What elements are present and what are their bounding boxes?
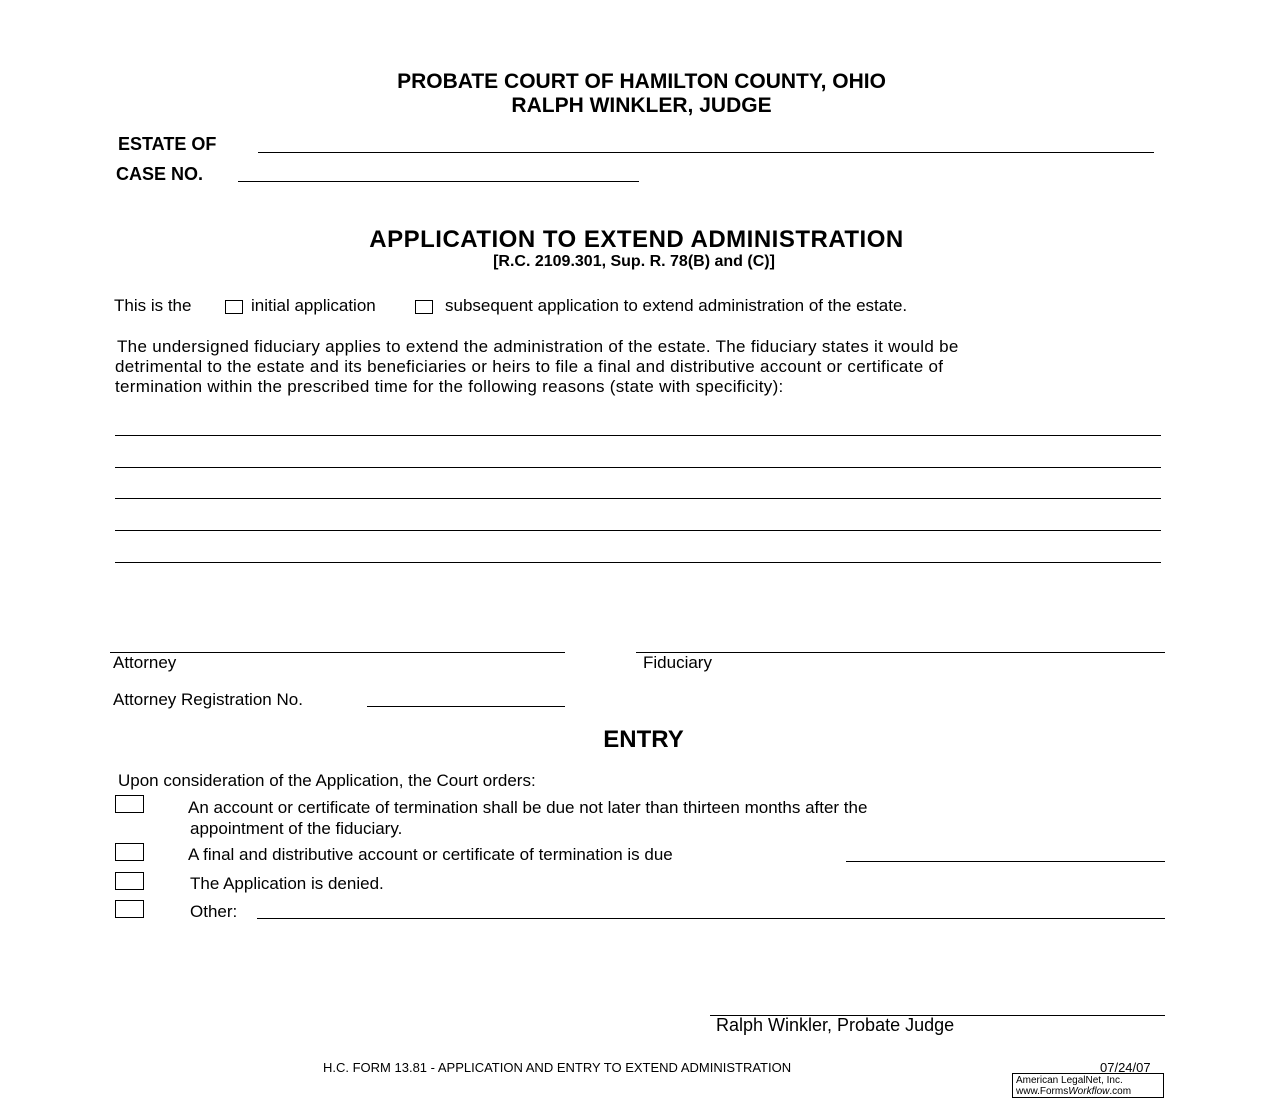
reason-line-1[interactable] xyxy=(115,435,1161,436)
order-thirteen-months-line-1: An account or certificate of termination shall be due not later than thirteen months after the xyxy=(188,798,868,817)
order-denied-checkbox[interactable] xyxy=(115,872,144,890)
form-title: APPLICATION TO EXTEND ADMINISTRATION xyxy=(369,226,904,253)
entry-intro: Upon consideration of the Application, the Court orders: xyxy=(118,771,536,790)
attorney-registration-label: Attorney Registration No. xyxy=(113,690,303,709)
subsequent-application-checkbox[interactable] xyxy=(415,300,433,314)
reason-line-4[interactable] xyxy=(115,530,1161,531)
order-other-checkbox[interactable] xyxy=(115,900,144,918)
form-footer-date: 07/24/07 xyxy=(1100,1060,1151,1075)
publisher-website[interactable] xyxy=(1016,1086,1160,1097)
publisher-name: American LegalNet, Inc. xyxy=(1016,1075,1123,1086)
order-thirteen-months-line-2: appointment of the fiduciary. xyxy=(190,819,403,838)
order-final-account-label: A final and distributive account or certificate of termination is due xyxy=(188,845,673,864)
statement-line-2: detrimental to the estate and its beneficiaries or heirs to file a final and distributive account or certificate of xyxy=(115,357,944,376)
form-citation: [R.C. 2109.301, Sup. R. 78(B) and (C)] xyxy=(493,253,775,270)
judge-name: RALPH WINKLER, JUDGE xyxy=(511,94,772,117)
website-suffix: .com xyxy=(1109,1086,1132,1097)
website-italic: Workflow xyxy=(1068,1086,1110,1097)
estate-of-label: ESTATE OF xyxy=(118,134,217,154)
reason-line-5[interactable] xyxy=(115,562,1161,563)
order-denied-label: The Application is denied. xyxy=(190,874,384,893)
order-other-field[interactable] xyxy=(257,918,1165,919)
judge-signature-label: Ralph Winkler, Probate Judge xyxy=(716,1015,955,1035)
statement-line-3: termination within the prescribed time for the following reasons (state with specificity): xyxy=(115,377,784,396)
attorney-registration-field[interactable] xyxy=(367,706,565,707)
application-type-prefix: This is the xyxy=(114,296,192,315)
order-thirteen-months-checkbox[interactable] xyxy=(115,795,144,813)
attorney-signature-line[interactable] xyxy=(110,652,565,653)
reason-line-3[interactable] xyxy=(115,498,1161,499)
estate-of-field[interactable] xyxy=(258,152,1154,153)
website-prefix: www.Forms xyxy=(1016,1086,1069,1097)
reason-line-2[interactable] xyxy=(115,467,1161,468)
initial-application-checkbox[interactable] xyxy=(225,300,243,314)
order-other-label: Other: xyxy=(190,902,238,921)
fiduciary-signature-line[interactable] xyxy=(636,652,1165,653)
subsequent-application-label: subsequent application to extend administration of the estate. xyxy=(445,296,908,315)
fiduciary-label: Fiduciary xyxy=(643,653,712,672)
case-no-field[interactable] xyxy=(238,181,639,182)
form-footer-id: H.C. FORM 13.81 - APPLICATION AND ENTRY TO EXTEND ADMINISTRATION xyxy=(323,1060,792,1075)
attorney-label: Attorney xyxy=(113,653,177,672)
publisher-box xyxy=(1012,1073,1164,1098)
initial-application-label: initial application xyxy=(251,296,376,315)
order-final-account-checkbox[interactable] xyxy=(115,843,144,861)
court-name: PROBATE COURT OF HAMILTON COUNTY, OHIO xyxy=(397,70,886,93)
statement-line-1: The undersigned fiduciary applies to extend the administration of the estate. The fiduciary states it would be xyxy=(117,337,959,356)
entry-title: ENTRY xyxy=(603,726,684,753)
case-no-label: CASE NO. xyxy=(116,164,204,184)
final-account-due-date-field[interactable] xyxy=(846,861,1165,862)
